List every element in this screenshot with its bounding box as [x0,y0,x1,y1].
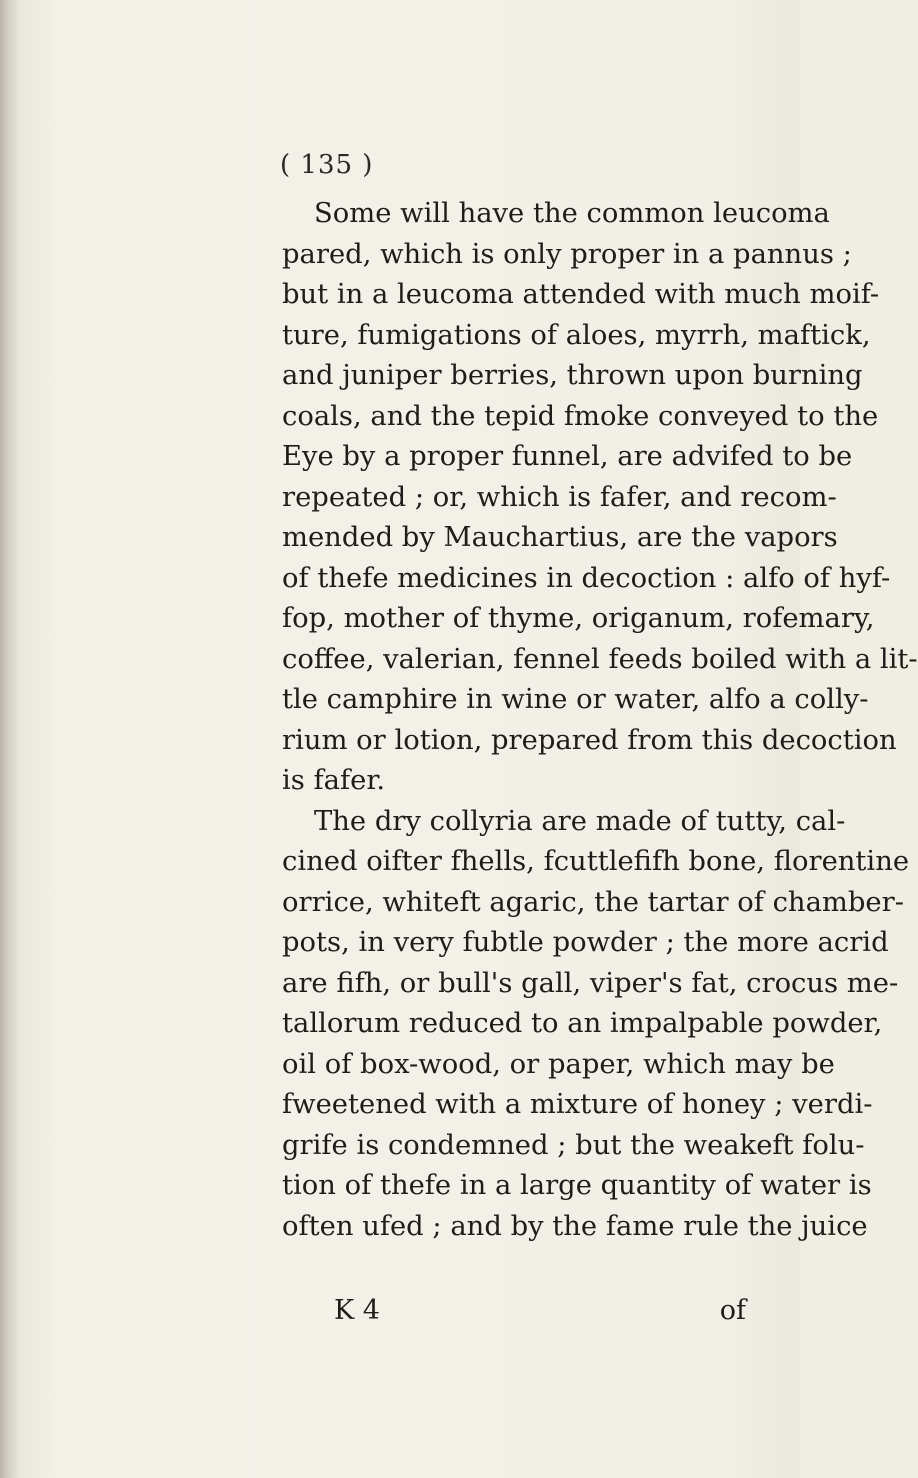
text-line: ture, fumigations of aloes, myrrh, maftick, [282,319,871,351]
signature-mark: K 4 [334,1295,380,1326]
text-line: coals, and the tepid fmoke conveyed to the [282,400,879,432]
text-line: repeated ; or, which is fafer, and recom- [282,481,837,513]
text-line: orrice, whiteft agaric, the tartar of chamber- [282,886,904,918]
text-line: often ufed ; and by the fame rule the juice [282,1210,868,1242]
text-line: Some will have the common leucoma [314,198,830,229]
text-line: are fifh, or bull's gall, viper's fat, crocus me- [282,967,899,999]
text-line: Eye by a proper funnel, are advifed to be [282,441,853,472]
text-line: tion of thefe in a large quantity of water is [282,1170,872,1201]
text-line: fweetened with a mixture of honey ; verdi- [282,1089,873,1120]
text-line: pots, in very fubtle powder ; the more acrid [282,927,889,958]
catchword: of [719,1295,746,1326]
text-line: rium or lotion, prepared from this decoction [282,724,897,756]
binding-gutter [0,0,18,1478]
body-text [282,194,918,1247]
text-line: of thefe medicines in decoction : alfo of hyf- [282,562,891,594]
text-line: pared, which is only proper in a pannus ; [282,238,852,270]
page-footer [282,1295,752,1335]
page-number: ( 135 ) [280,150,374,180]
text-line: tallorum reduced to an impalpable powder, [282,1008,883,1039]
text-line: fop, mother of thyme, origanum, rofemary, [282,603,875,634]
text-line: grife is condemned ; but the weakeft folu- [282,1129,865,1161]
text-line: is fafer. [282,765,386,796]
text-line: but in a leucoma attended with much moif- [282,279,880,310]
text-line: oil of box-wood, or paper, which may be [282,1048,835,1080]
text-line: coffee, valerian, fennel feeds boiled with a lit- [282,643,918,675]
text-line: The dry collyria are made of tutty, cal- [314,805,846,837]
text-line: cined oifter fhells, fcuttlefifh bone, florentine [282,846,910,877]
text-line: tle camphire in wine or water, alfo a colly- [282,684,869,715]
text-line: mended by Mauchartius, are the vapors [282,522,838,553]
text-line: and juniper berries, thrown upon burning [282,360,863,391]
